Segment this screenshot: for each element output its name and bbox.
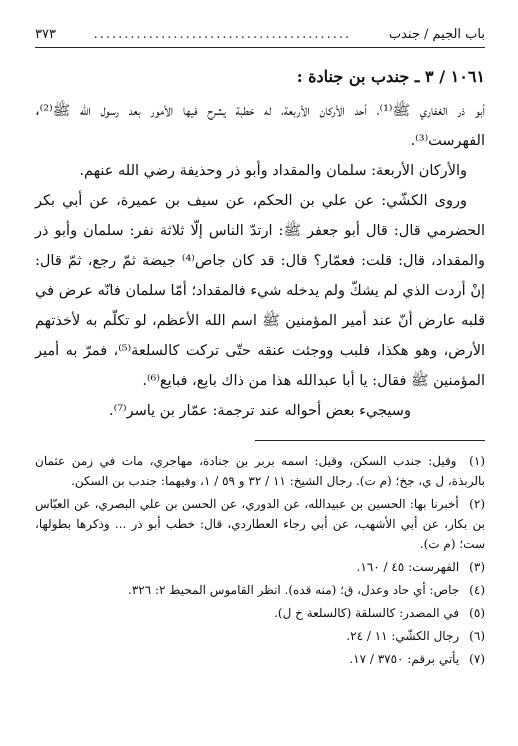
- entry-title: ١٠٦١ / ٣ ـ جندب بن جنادة :: [296, 67, 485, 86]
- footnote-number: (٢): [469, 497, 485, 511]
- entry-paragraph-3: وروى الكشّي: عن علي بن الحكم، عن سيف بن عميرة، عن أبي بكر الحضرمي قال: قال أبو جعفر ﷺ: ارتدّ الناس إلّا ثلاثة نفر: سلمان وأبو ذر والمقداد، قال: قلت: فعمّار؟ قال: قد كان جاص⁽⁴⁾ جيضة ثمّ رجع، ثمّ قال: إنْ أردت الذي لم يشكّ ولم يدخله شيء فالمقداد؛ أمّا سلمان فانّه عرض في قلبه عارض أنّ عند أمير المؤمنين ﷺ اسم الله الأعظم، لو تكلّم به لأخذتهم الأرض، وهو هكذا، فلبب ووجئت عنقه حتّى تركت كالسلعة⁽⁵⁾، فمرّ به أمير المؤمنين ﷺ فقال: يا أبا عبدالله هذا من ذاك بايع، فبايع⁽⁶⁾.: [35, 193, 485, 389]
- footnote: [35, 557, 485, 577]
- footnote: [35, 451, 485, 491]
- footnote-text: جاص: أي حاد وعدل، ق؛ (منه قده). انظر القاموس المحيط ٢: ٣٢٦.: [128, 583, 460, 597]
- footnote-number: (٦): [469, 629, 485, 643]
- chapter-heading: باب الجيم / جندب: [388, 27, 485, 42]
- footnote-number: (٣): [469, 560, 485, 574]
- entry-paragraph-1: أبو ذر الغفاري ﷺ⁽¹⁾، أحد الأركان الأربعة، له خطبة يشرح فيها الأمور بعد رسول الله ﷺ⁽²⁾، الفهرست⁽³⁾.: [35, 103, 485, 149]
- footnote: [35, 649, 485, 669]
- footnote-text: يأتي برقم: ٣٧٥٠ / ١٧.: [349, 652, 460, 666]
- footnote-number: (٤): [469, 583, 485, 597]
- footnote-rule: [255, 440, 485, 441]
- entry-paragraph-2: والأركان الأربعة: سلمان والمقداد وأبو ذر وحذيفة رضي الله عنهم.: [79, 163, 467, 179]
- footnote: [35, 603, 485, 623]
- footnote-number: (٥): [469, 606, 485, 620]
- footnote-text: رجال الكشّي: ١١ / ٢٤.: [346, 629, 460, 643]
- footnote-text: في المصدر: كالسلقة (كالسلعة خ ل).: [274, 606, 460, 620]
- footnotes: [35, 451, 485, 669]
- page-number: ٣٧٣: [35, 27, 56, 42]
- header-rule: [35, 47, 485, 48]
- footnote: [35, 494, 485, 554]
- running-header: [35, 26, 485, 44]
- footnote: [35, 626, 485, 646]
- leader-dots: ..........................................: [93, 27, 352, 42]
- footnote-number: (١): [469, 454, 485, 468]
- footnote-number: (٧): [469, 652, 485, 666]
- footnote: [35, 580, 485, 600]
- footnote-text: الفهرست: ٤٥ / ١٦٠.: [356, 560, 460, 574]
- footnote-text: وقيل: جندب السكن، وقيل: اسمه بربر بن جنادة، مهاجري، مات في زمن عثمان بالربذة، ل ي، جخ؛ (م ت). رجال الشيخ: ١١ / ٣٢ و ٥٩ / ١، وفيهما: جندب بن السكن.: [35, 454, 485, 488]
- footnote-text: أخبرنا بها: الحسين بن عبيدالله، عن الدوري، عن الحسن بن علي البصري، عن العبّاس بن بكار، عن أبي الأشهب، عن أبي رجاء العطاردي، قال: خطب أبو ذر ... وذكرها بطولها، ست؛ (م ت).: [35, 497, 485, 551]
- entry-paragraph-4: وسيجيء بعض أحواله عند ترجمة: عمّار بن ياسر⁽⁷⁾.: [109, 403, 411, 419]
